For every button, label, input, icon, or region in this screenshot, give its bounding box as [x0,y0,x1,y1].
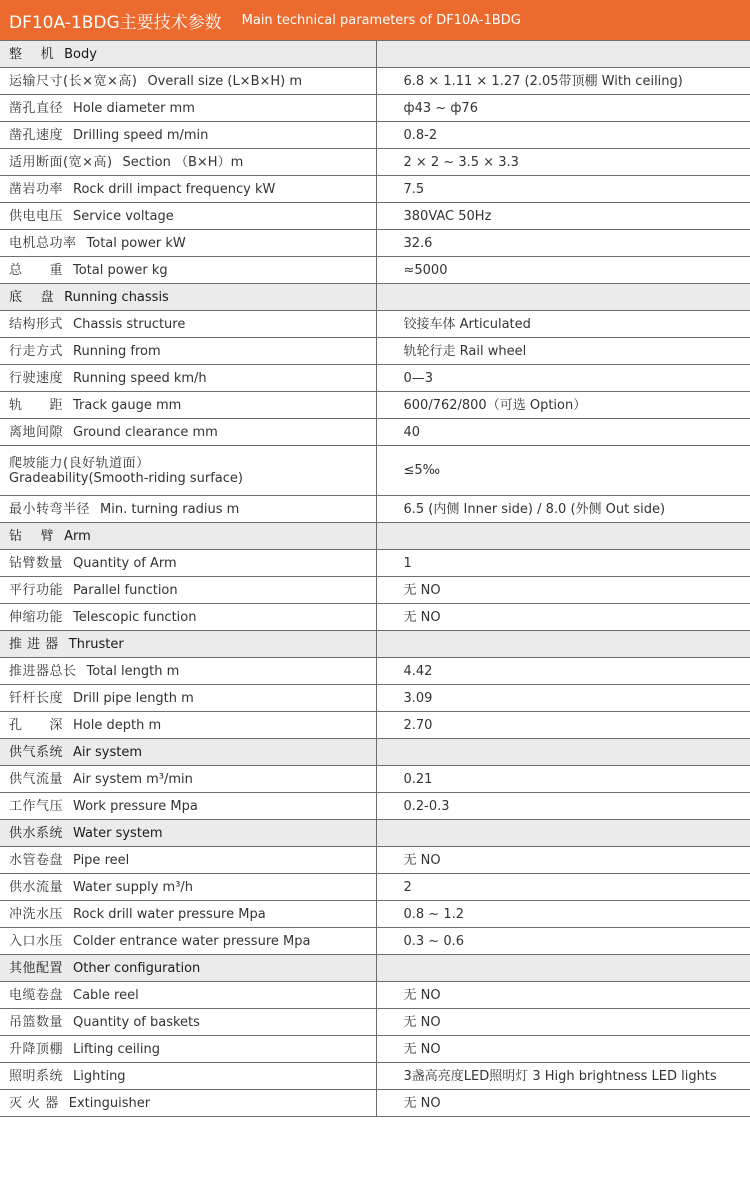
parameter-value: 无 NO [376,1009,750,1036]
parameter-label-cn: 推进器总长 [9,663,77,679]
parameter-label-en: Pipe reel [73,852,130,868]
section-row [0,631,750,658]
parameter-label-en: Extinguisher [68,1095,151,1111]
parameter-cell [0,631,376,658]
parameter-label-en: Thruster [68,636,124,652]
section-value-cell [376,284,750,311]
parameter-label-cn: 行走方式 [9,343,64,359]
parameter-label-en: Running speed km/h [73,370,207,386]
parameter-value: 2 [376,874,750,901]
parameter-value: 0.8-2 [376,122,750,149]
section-value-cell [376,41,750,68]
parameter-label-en: Work pressure Mpa [73,798,198,814]
parameter-cell [0,446,376,496]
parameter-cell [0,793,376,820]
parameter-label-cn: 运输尺寸(长×宽×高) [9,73,138,89]
parameter-cell [0,847,376,874]
table-row [0,712,750,739]
section-value-cell [376,523,750,550]
parameter-label-en: Cable reel [73,987,139,1003]
section-row [0,955,750,982]
parameter-value: ≤5‰ [376,446,750,496]
parameter-label-cn: 底 盘 [9,289,55,305]
section-value-cell [376,739,750,766]
parameter-cell [0,419,376,446]
title-banner [0,0,750,40]
parameter-label-cn: 电缆卷盘 [9,987,64,1003]
parameter-label-en: Min. turning radius m [100,501,240,517]
table-row [0,847,750,874]
section-value-cell [376,631,750,658]
parameter-label-cn: 其他配置 [9,960,64,976]
parameter-label-en: Quantity of Arm [73,555,177,571]
parameter-cell [0,604,376,631]
parameter-cell [0,1036,376,1063]
parameter-label-en: Overall size (L×B×H) m [147,73,303,89]
parameter-label-en: Rock drill impact frequency kW [73,181,276,197]
parameter-label-cn: 结构形式 [9,316,64,332]
table-row [0,1009,750,1036]
parameter-cell [0,1090,376,1117]
parameter-value: 2 × 2 ~ 3.5 × 3.3 [376,149,750,176]
section-value-cell [376,820,750,847]
parameter-value: 6.5 (内侧 Inner side) / 8.0 (外侧 Out side) [376,496,750,523]
parameter-label-en: Service voltage [73,208,174,224]
parameter-label-en: Hole depth m [73,717,162,733]
parameter-value: ф43 ~ ф76 [376,95,750,122]
parameter-label-en: Telescopic function [73,609,197,625]
parameter-cell [0,928,376,955]
parameter-label-en: Air system [73,744,142,760]
parameter-value: 无 NO [376,577,750,604]
title-chinese: DF10A-1BDG主要技术参数 [9,12,222,33]
parameter-value: 380VAC 50Hz [376,203,750,230]
table-row [0,901,750,928]
parameter-label-en: Other configuration [73,960,201,976]
spec-table-body [0,41,750,1117]
parameter-label-en: Running from [73,343,161,359]
parameter-label-en: Water supply m³/h [73,879,194,895]
parameter-cell [0,95,376,122]
parameter-cell [0,550,376,577]
parameter-label-cn: 钎杆长度 [9,690,64,706]
parameter-label-en: Total power kW [86,235,186,251]
parameter-label-en: Section （B×H）m [122,154,244,170]
table-row [0,982,750,1009]
parameter-cell [0,311,376,338]
parameter-label-en: Parallel function [73,582,178,598]
parameter-cell [0,176,376,203]
parameter-value: 600/762/800（可选 Option） [376,392,750,419]
parameter-label-cn: 供电电压 [9,208,64,224]
parameter-cell [0,122,376,149]
section-row [0,523,750,550]
parameter-label-cn: 升降顶棚 [9,1041,64,1057]
title-english: Main technical parameters of DF10A-1BDG [241,12,521,28]
parameter-label-cn: 冲洗水压 [9,906,64,922]
parameter-label-cn: 最小转弯半径 [9,501,91,517]
parameter-cell [0,365,376,392]
parameter-label-cn: 灭 火 器 [9,1095,59,1111]
parameter-cell [0,230,376,257]
parameter-label-cn: 凿孔速度 [9,127,64,143]
parameter-cell [0,203,376,230]
parameter-value: 无 NO [376,982,750,1009]
parameter-label-en: Track gauge mm [73,397,182,413]
parameter-label-cn: 供气系统 [9,744,64,760]
table-row [0,793,750,820]
section-row [0,41,750,68]
table-row [0,338,750,365]
table-row [0,1036,750,1063]
parameter-value: 1 [376,550,750,577]
table-row [0,392,750,419]
table-row [0,419,750,446]
parameter-label-en: Drilling speed m/min [73,127,209,143]
parameter-label-en: Colder entrance water pressure Mpa [73,933,311,949]
parameter-label-cn: 钻臂数量 [9,555,64,571]
parameter-label-cn: 孔 深 [9,717,64,733]
table-row [0,203,750,230]
parameter-value: 铰接车体 Articulated [376,311,750,338]
parameter-label-en: Total power kg [73,262,168,278]
parameter-label-en: Arm [64,528,91,544]
parameter-label-en: Lighting [73,1068,126,1084]
table-row [0,496,750,523]
table-row [0,257,750,284]
table-row [0,95,750,122]
parameter-value: 4.42 [376,658,750,685]
table-row [0,446,750,496]
parameter-cell [0,257,376,284]
parameter-cell [0,874,376,901]
parameter-label-en: Water system [73,825,163,841]
parameter-label-cn: 总 重 [9,262,64,278]
table-row [0,766,750,793]
parameter-cell [0,955,376,982]
parameter-cell [0,1009,376,1036]
parameter-value: ≈5000 [376,257,750,284]
parameter-label-cn: 电机总功率 [9,235,77,251]
section-row [0,820,750,847]
parameter-value: 无 NO [376,604,750,631]
parameter-label-cn: 入口水压 [9,933,64,949]
table-row [0,122,750,149]
parameter-value: 0.8 ~ 1.2 [376,901,750,928]
table-row [0,685,750,712]
table-row [0,149,750,176]
parameter-cell [0,901,376,928]
parameter-label-cn: 照明系统 [9,1068,64,1084]
parameter-label-cn: 供气流量 [9,771,64,787]
parameter-label-cn: 供水系统 [9,825,64,841]
parameter-label-en: Chassis structure [73,316,186,332]
parameter-label-cn: 行驶速度 [9,370,64,386]
parameter-cell [0,338,376,365]
parameter-cell [0,820,376,847]
parameter-cell [0,392,376,419]
parameter-value: 0.2-0.3 [376,793,750,820]
section-row [0,739,750,766]
table-row [0,658,750,685]
parameter-label-cn: 吊篮数量 [9,1014,64,1030]
parameter-cell [0,766,376,793]
parameter-label-cn: 供水流量 [9,879,64,895]
parameter-cell [0,284,376,311]
parameter-cell [0,577,376,604]
parameter-value: 0—3 [376,365,750,392]
parameter-cell [0,739,376,766]
parameter-label-en: Ground clearance mm [73,424,218,440]
parameter-cell [0,496,376,523]
parameter-cell [0,982,376,1009]
parameter-label-cn: 钻 臂 [9,528,55,544]
parameter-label-cn: 推 进 器 [9,636,59,652]
parameter-value: 0.21 [376,766,750,793]
parameter-label-en: Air system m³/min [73,771,193,787]
table-row [0,68,750,95]
parameter-label-en: Lifting ceiling [73,1041,161,1057]
parameter-value: 6.8 × 1.11 × 1.27 (2.05带顶棚 With ceiling) [376,68,750,95]
parameter-value: 3.09 [376,685,750,712]
table-row [0,311,750,338]
parameter-label-en: Quantity of baskets [73,1014,200,1030]
table-row [0,604,750,631]
parameter-label-cn: 平行功能 [9,582,64,598]
parameter-label-cn: 水管卷盘 [9,852,64,868]
parameter-value: 32.6 [376,230,750,257]
table-row [0,550,750,577]
parameter-label-cn: 适用断面(宽×高) [9,154,113,170]
parameter-value: 无 NO [376,847,750,874]
table-row [0,230,750,257]
parameter-value: 40 [376,419,750,446]
parameter-value: 无 NO [376,1036,750,1063]
table-row [0,365,750,392]
parameter-value: 3盏高亮度LED照明灯 3 High brightness LED lights [376,1063,750,1090]
parameter-value: 7.5 [376,176,750,203]
table-row [0,1090,750,1117]
section-value-cell [376,955,750,982]
parameter-label-en: Rock drill water pressure Mpa [73,906,266,922]
parameter-cell [0,1063,376,1090]
parameter-label-en: Gradeability(Smooth-riding surface) [9,470,243,486]
parameter-cell [0,658,376,685]
parameter-cell [0,41,376,68]
parameter-value: 0.3 ~ 0.6 [376,928,750,955]
parameter-label-cn: 轨 距 [9,397,64,413]
parameter-label-cn: 伸缩功能 [9,609,64,625]
parameter-cell [0,68,376,95]
parameter-label-en: Total length m [86,663,180,679]
parameter-label-en: Drill pipe length m [73,690,194,706]
parameter-label-cn: 凿孔直径 [9,100,64,116]
parameter-label-cn: 整 机 [9,46,55,62]
parameter-label-cn: 工作气压 [9,798,64,814]
parameter-label-cn: 凿岩功率 [9,181,64,197]
spec-table [0,40,750,1117]
parameter-value: 2.70 [376,712,750,739]
parameter-cell [0,149,376,176]
parameter-label-en: Body [64,46,97,62]
parameter-label-en: Running chassis [64,289,169,305]
section-row [0,284,750,311]
parameter-cell [0,523,376,550]
parameter-cell [0,712,376,739]
table-row [0,874,750,901]
table-row [0,1063,750,1090]
parameter-label-cn: 爬坡能力(良好轨道面） [9,455,150,471]
parameter-label-cn: 离地间隙 [9,424,64,440]
parameter-value: 轨轮行走 Rail wheel [376,338,750,365]
table-row [0,928,750,955]
parameter-value: 无 NO [376,1090,750,1117]
table-row [0,577,750,604]
parameter-label-en: Hole diameter mm [73,100,195,116]
parameter-cell [0,685,376,712]
table-row [0,176,750,203]
